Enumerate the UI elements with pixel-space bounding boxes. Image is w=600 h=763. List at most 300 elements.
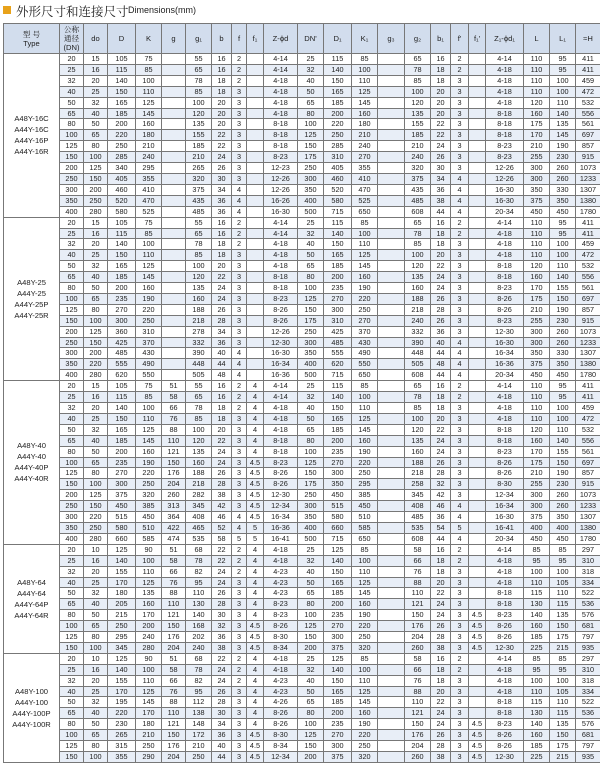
cell-b: 40 bbox=[212, 741, 232, 752]
cell-g3 bbox=[378, 653, 405, 664]
cell-K1: 125 bbox=[352, 686, 378, 697]
cell-g2: 240 bbox=[405, 152, 431, 163]
cell-K1: 100 bbox=[352, 64, 378, 75]
cell-L: 300 bbox=[524, 490, 550, 501]
cell-g2: 65 bbox=[405, 54, 431, 65]
cell-g3 bbox=[378, 446, 405, 457]
cell-L: 140 bbox=[524, 719, 550, 730]
cell-Zd: 4-14 bbox=[264, 392, 298, 403]
cell-D: 580 bbox=[108, 522, 136, 533]
cell-g3 bbox=[378, 130, 405, 141]
cell-g: 364 bbox=[162, 512, 186, 523]
cell-dn: 40 bbox=[60, 686, 84, 697]
cell-K: 190 bbox=[136, 293, 162, 304]
cell-f1p bbox=[469, 141, 486, 152]
cell-L1: 155 bbox=[550, 446, 576, 457]
cell-DNp: 25 bbox=[298, 54, 324, 65]
cell-f1p bbox=[469, 664, 486, 675]
cell-H: 1380 bbox=[576, 195, 600, 206]
cell-Z1d1: 4-18 bbox=[486, 566, 524, 577]
cell-L1: 190 bbox=[550, 468, 576, 479]
cell-g: 204 bbox=[162, 479, 186, 490]
cell-g1: 535 bbox=[186, 533, 212, 544]
cell-Zd: 4-18 bbox=[264, 108, 298, 119]
cell-g1: 100 bbox=[186, 261, 212, 272]
column-header-label: D₁ bbox=[333, 34, 341, 43]
cell-DNp: 40 bbox=[298, 75, 324, 86]
cell-f: 3 bbox=[232, 152, 247, 163]
cell-g1: 375 bbox=[186, 184, 212, 195]
cell-b: 24 bbox=[212, 566, 232, 577]
cell-Zd: 16-30 bbox=[264, 206, 298, 217]
cell-Z1d1: 8-26 bbox=[486, 304, 524, 315]
cell-Z1d1: 8-23 bbox=[486, 610, 524, 621]
cell-Zd: 16-36 bbox=[264, 370, 298, 381]
cell-g2: 120 bbox=[405, 261, 431, 272]
cell-H: 1380 bbox=[576, 522, 600, 533]
cell-do: 32 bbox=[84, 424, 108, 435]
cell-b1: 38 bbox=[431, 195, 451, 206]
cell-dn: 350 bbox=[60, 522, 84, 533]
cell-K: 160 bbox=[136, 119, 162, 130]
cell-Zd: 4-18 bbox=[264, 544, 298, 555]
table-row bbox=[4, 130, 600, 141]
cell-dn: 32 bbox=[60, 566, 84, 577]
cell-g bbox=[162, 261, 186, 272]
cell-b1: 42 bbox=[431, 490, 451, 501]
cell-K1: 250 bbox=[352, 741, 378, 752]
cell-b: 22 bbox=[212, 141, 232, 152]
cell-f1p bbox=[469, 75, 486, 86]
cell-Z1d1: 4-18 bbox=[486, 413, 524, 424]
cell-f1: 4 bbox=[247, 403, 264, 414]
cell-L: 110 bbox=[524, 686, 550, 697]
column-header-label: Type bbox=[23, 39, 39, 48]
cell-L1: 230 bbox=[550, 315, 576, 326]
cell-Z1d1: 4-18 bbox=[486, 686, 524, 697]
cell-H: 857 bbox=[576, 304, 600, 315]
cell-K1: 85 bbox=[352, 54, 378, 65]
cell-f1 bbox=[247, 315, 264, 326]
cell-g3 bbox=[378, 752, 405, 763]
cell-g3 bbox=[378, 64, 405, 75]
cell-g bbox=[162, 217, 186, 228]
model-type-cell bbox=[4, 217, 60, 381]
table-row bbox=[4, 173, 600, 184]
cell-g3 bbox=[378, 348, 405, 359]
cell-g bbox=[162, 86, 186, 97]
cell-L1: 115 bbox=[550, 708, 576, 719]
cell-f: 3 bbox=[232, 730, 247, 741]
cell-D1: 185 bbox=[324, 697, 352, 708]
table-row bbox=[4, 490, 600, 501]
cell-K: 145 bbox=[136, 697, 162, 708]
cell-f1p: 4.5 bbox=[469, 610, 486, 621]
cell-g: 121 bbox=[162, 610, 186, 621]
cell-f1p bbox=[469, 250, 486, 261]
cell-f1p bbox=[469, 54, 486, 65]
column-header-f bbox=[232, 24, 247, 54]
cell-fp: 3 bbox=[451, 752, 469, 763]
cell-b: 26 bbox=[212, 163, 232, 174]
cell-Zd: 4-14 bbox=[264, 54, 298, 65]
cell-fp: 2 bbox=[451, 217, 469, 228]
cell-g3 bbox=[378, 75, 405, 86]
cell-Z1d1: 8-23 bbox=[486, 141, 524, 152]
cell-L1: 260 bbox=[550, 501, 576, 512]
cell-DNp: 100 bbox=[298, 119, 324, 130]
cell-L1: 140 bbox=[550, 435, 576, 446]
cell-fp: 3 bbox=[451, 490, 469, 501]
cell-K1: 145 bbox=[352, 697, 378, 708]
cell-Zd: 4-23 bbox=[264, 686, 298, 697]
cell-D1: 485 bbox=[324, 337, 352, 348]
cell-K1: 125 bbox=[352, 250, 378, 261]
cell-do: 40 bbox=[84, 599, 108, 610]
cell-L1: 140 bbox=[550, 108, 576, 119]
cell-b1: 24 bbox=[431, 283, 451, 294]
cell-D: 220 bbox=[108, 708, 136, 719]
cell-D1: 250 bbox=[324, 130, 352, 141]
cell-DNp: 50 bbox=[298, 577, 324, 588]
cell-g1: 210 bbox=[186, 152, 212, 163]
cell-g bbox=[162, 250, 186, 261]
cell-dn: 65 bbox=[60, 435, 84, 446]
table-row bbox=[4, 359, 600, 370]
cell-K: 145 bbox=[136, 435, 162, 446]
cell-dn: 200 bbox=[60, 163, 84, 174]
cell-b1: 18 bbox=[431, 675, 451, 686]
cell-Z1d1: 8-18 bbox=[486, 708, 524, 719]
table-row bbox=[4, 370, 600, 381]
cell-f1p bbox=[469, 261, 486, 272]
cell-dn: 100 bbox=[60, 730, 84, 741]
cell-g3 bbox=[378, 632, 405, 643]
cell-K1: 220 bbox=[352, 730, 378, 741]
cell-g2: 78 bbox=[405, 64, 431, 75]
cell-f: 2 bbox=[232, 217, 247, 228]
cell-Zd: 16-30 bbox=[264, 348, 298, 359]
cell-Zd: 16-41 bbox=[264, 533, 298, 544]
cell-Z1d1: 8-18 bbox=[486, 424, 524, 435]
cell-dn: 125 bbox=[60, 468, 84, 479]
cell-f1: 4 bbox=[247, 610, 264, 621]
cell-do: 150 bbox=[84, 173, 108, 184]
cell-L1: 350 bbox=[550, 359, 576, 370]
cell-f1 bbox=[247, 97, 264, 108]
cell-D1: 270 bbox=[324, 621, 352, 632]
cell-D1: 200 bbox=[324, 272, 352, 283]
cell-g: 51 bbox=[162, 381, 186, 392]
cell-dn: 20 bbox=[60, 653, 84, 664]
cell-f1p: 4.5 bbox=[469, 642, 486, 653]
cell-b: 18 bbox=[212, 239, 232, 250]
cell-D: 250 bbox=[108, 621, 136, 632]
cell-f: 2 bbox=[232, 381, 247, 392]
cell-g1: 120 bbox=[186, 108, 212, 119]
cell-L1: 260 bbox=[550, 490, 576, 501]
cell-g3 bbox=[378, 337, 405, 348]
cell-f1: 4 bbox=[247, 664, 264, 675]
cell-f1p bbox=[469, 686, 486, 697]
cell-dn: 40 bbox=[60, 413, 84, 424]
cell-K1: 110 bbox=[352, 566, 378, 577]
cell-K1: 410 bbox=[352, 173, 378, 184]
cell-f1p: 4.5 bbox=[469, 730, 486, 741]
cell-D: 105 bbox=[108, 381, 136, 392]
cell-g1: 85 bbox=[186, 86, 212, 97]
cell-D: 375 bbox=[108, 490, 136, 501]
cell-DNp: 40 bbox=[298, 566, 324, 577]
cell-f: 4 bbox=[232, 370, 247, 381]
cell-g: 204 bbox=[162, 752, 186, 763]
cell-DNp: 25 bbox=[298, 544, 324, 555]
cell-K1: 190 bbox=[352, 446, 378, 457]
cell-Zd: 8-18 bbox=[264, 272, 298, 283]
cell-dn: 50 bbox=[60, 261, 84, 272]
cell-K: 250 bbox=[136, 479, 162, 490]
cell-Zd: 12-26 bbox=[264, 184, 298, 195]
cell-dn: 50 bbox=[60, 424, 84, 435]
cell-f1p bbox=[469, 152, 486, 163]
column-header-g3 bbox=[378, 24, 405, 54]
cell-K1: 320 bbox=[352, 642, 378, 653]
cell-b: 38 bbox=[212, 642, 232, 653]
cell-K: 180 bbox=[136, 719, 162, 730]
cell-b1: 46 bbox=[431, 501, 451, 512]
cell-g2: 65 bbox=[405, 381, 431, 392]
cell-Z1d1: 12-30 bbox=[486, 642, 524, 653]
cell-L1: 105 bbox=[550, 686, 576, 697]
cell-do: 125 bbox=[84, 163, 108, 174]
cell-L: 350 bbox=[524, 184, 550, 195]
cell-b: 24 bbox=[212, 152, 232, 163]
cell-g2: 66 bbox=[405, 555, 431, 566]
model-type-label: A48Y-25 bbox=[17, 278, 46, 287]
cell-f1p bbox=[469, 544, 486, 555]
cell-Z1d1: 4-18 bbox=[486, 239, 524, 250]
cell-g1: 408 bbox=[186, 512, 212, 523]
cell-D: 270 bbox=[108, 468, 136, 479]
cell-Zd: 8-23 bbox=[264, 457, 298, 468]
cell-f1p bbox=[469, 435, 486, 446]
cell-Z1d1: 4-18 bbox=[486, 228, 524, 239]
cell-K: 160 bbox=[136, 446, 162, 457]
cell-K1: 145 bbox=[352, 588, 378, 599]
cell-g3 bbox=[378, 610, 405, 621]
table-row bbox=[4, 708, 600, 719]
cell-K: 85 bbox=[136, 64, 162, 75]
cell-f1p bbox=[469, 708, 486, 719]
cell-f: 3 bbox=[232, 435, 247, 446]
cell-g2: 185 bbox=[405, 130, 431, 141]
cell-D: 250 bbox=[108, 141, 136, 152]
cell-fp: 3 bbox=[451, 642, 469, 653]
cell-Zd: 12-26 bbox=[264, 173, 298, 184]
cell-L1: 400 bbox=[550, 522, 576, 533]
cell-Z1d1: 16-30 bbox=[486, 195, 524, 206]
cell-f1p bbox=[469, 195, 486, 206]
cell-f1: 4 bbox=[247, 555, 264, 566]
cell-g2: 121 bbox=[405, 708, 431, 719]
column-header-D bbox=[108, 24, 136, 54]
cell-b: 20 bbox=[212, 424, 232, 435]
cell-g bbox=[162, 97, 186, 108]
cell-g1: 55 bbox=[186, 381, 212, 392]
cell-D: 200 bbox=[108, 446, 136, 457]
cell-b: 26 bbox=[212, 468, 232, 479]
cell-f1 bbox=[247, 217, 264, 228]
cell-D1: 300 bbox=[324, 304, 352, 315]
cell-DNp: 400 bbox=[298, 195, 324, 206]
cell-L1: 105 bbox=[550, 577, 576, 588]
column-header-D1 bbox=[324, 24, 352, 54]
cell-D: 155 bbox=[108, 675, 136, 686]
cell-g bbox=[162, 75, 186, 86]
cell-fp: 3 bbox=[451, 250, 469, 261]
cell-g: 76 bbox=[162, 577, 186, 588]
cell-Zd: 4-18 bbox=[264, 239, 298, 250]
cell-K: 75 bbox=[136, 217, 162, 228]
cell-H: 561 bbox=[576, 283, 600, 294]
column-header-label: K bbox=[146, 34, 151, 43]
cell-K: 370 bbox=[136, 337, 162, 348]
cell-K1: 180 bbox=[352, 119, 378, 130]
cell-DNp: 50 bbox=[298, 686, 324, 697]
cell-L1: 100 bbox=[550, 75, 576, 86]
cell-Zd: 8-18 bbox=[264, 119, 298, 130]
cell-K: 145 bbox=[136, 108, 162, 119]
cell-fp: 2 bbox=[451, 653, 469, 664]
table-row bbox=[4, 315, 600, 326]
cell-b: 36 bbox=[212, 195, 232, 206]
cell-b: 18 bbox=[212, 403, 232, 414]
cell-do: 50 bbox=[84, 719, 108, 730]
cell-f: 2 bbox=[232, 75, 247, 86]
cell-b: 22 bbox=[212, 544, 232, 555]
cell-b: 16 bbox=[212, 54, 232, 65]
cell-K: 110 bbox=[136, 413, 162, 424]
cell-b1: 24 bbox=[431, 610, 451, 621]
cell-g bbox=[162, 195, 186, 206]
cell-f1p bbox=[469, 359, 486, 370]
cell-b1: 18 bbox=[431, 566, 451, 577]
cell-D1: 715 bbox=[324, 206, 352, 217]
cell-g1: 78 bbox=[186, 664, 212, 675]
cell-f: 3 bbox=[232, 446, 247, 457]
cell-Z1d1: 16-34 bbox=[486, 348, 524, 359]
cell-g1: 100 bbox=[186, 97, 212, 108]
cell-D: 140 bbox=[108, 664, 136, 675]
cell-L1: 115 bbox=[550, 599, 576, 610]
cell-K1: 110 bbox=[352, 239, 378, 250]
cell-do: 100 bbox=[84, 752, 108, 763]
cell-f1: 4 bbox=[247, 588, 264, 599]
cell-f: 3 bbox=[232, 719, 247, 730]
cell-g1: 82 bbox=[186, 566, 212, 577]
cell-f: 3 bbox=[232, 141, 247, 152]
cell-Zd: 12-23 bbox=[264, 163, 298, 174]
table-row bbox=[4, 54, 600, 65]
cell-g2: 345 bbox=[405, 490, 431, 501]
cell-D: 140 bbox=[108, 75, 136, 86]
cell-f1p bbox=[469, 566, 486, 577]
cell-f: 3 bbox=[232, 686, 247, 697]
cell-f1p bbox=[469, 370, 486, 381]
cell-Zd: 4-18 bbox=[264, 653, 298, 664]
cell-f: 3 bbox=[232, 250, 247, 261]
cell-g3 bbox=[378, 315, 405, 326]
cell-D1: 235 bbox=[324, 719, 352, 730]
cell-g1: 210 bbox=[186, 741, 212, 752]
cell-f1p bbox=[469, 675, 486, 686]
cell-g2: 76 bbox=[405, 566, 431, 577]
cell-D1: 310 bbox=[324, 315, 352, 326]
cell-do: 20 bbox=[84, 403, 108, 414]
cell-Z1d1: 4-18 bbox=[486, 86, 524, 97]
cell-b: 24 bbox=[212, 577, 232, 588]
cell-b1: 28 bbox=[431, 304, 451, 315]
cell-b1: 18 bbox=[431, 239, 451, 250]
cell-K: 90 bbox=[136, 653, 162, 664]
cell-dn: 200 bbox=[60, 326, 84, 337]
cell-K1: 190 bbox=[352, 283, 378, 294]
cell-f: 3 bbox=[232, 315, 247, 326]
cell-L: 100 bbox=[524, 566, 550, 577]
cell-H: 472 bbox=[576, 250, 600, 261]
cell-D: 115 bbox=[108, 64, 136, 75]
cell-L1: 95 bbox=[550, 54, 576, 65]
cell-L: 85 bbox=[524, 653, 550, 664]
cell-f: 3 bbox=[232, 741, 247, 752]
cell-g3 bbox=[378, 272, 405, 283]
cell-dn: 125 bbox=[60, 141, 84, 152]
cell-g: 313 bbox=[162, 501, 186, 512]
column-header-label: L₁ bbox=[559, 34, 566, 43]
cell-f: 3 bbox=[232, 708, 247, 719]
cell-D: 450 bbox=[108, 501, 136, 512]
cell-g: 76 bbox=[162, 413, 186, 424]
cell-Zd: 4-23 bbox=[264, 675, 298, 686]
column-header-g bbox=[162, 24, 186, 54]
cell-H: 697 bbox=[576, 130, 600, 141]
cell-b1: 38 bbox=[431, 642, 451, 653]
column-header-label: ≈H bbox=[583, 34, 593, 43]
cell-g3 bbox=[378, 555, 405, 566]
cell-D: 140 bbox=[108, 239, 136, 250]
cell-DNp: 150 bbox=[298, 304, 324, 315]
cell-fp: 4 bbox=[451, 512, 469, 523]
cell-K1: 190 bbox=[352, 719, 378, 730]
cell-fp: 3 bbox=[451, 119, 469, 130]
cell-do: 80 bbox=[84, 741, 108, 752]
cell-Zd: 12-30 bbox=[264, 337, 298, 348]
table-row bbox=[4, 479, 600, 490]
cell-K: 355 bbox=[136, 173, 162, 184]
cell-g3 bbox=[378, 152, 405, 163]
cell-f: 3 bbox=[232, 468, 247, 479]
cell-f: 3 bbox=[232, 642, 247, 653]
column-header-label: 型 号 bbox=[23, 30, 40, 39]
cell-DNp: 65 bbox=[298, 261, 324, 272]
cell-f1: 4 bbox=[247, 435, 264, 446]
cell-fp: 3 bbox=[451, 577, 469, 588]
cell-K1: 430 bbox=[352, 337, 378, 348]
cell-f1p: 4.5 bbox=[469, 621, 486, 632]
cell-f: 3 bbox=[232, 326, 247, 337]
cell-L1: 100 bbox=[550, 403, 576, 414]
cell-DNp: 150 bbox=[298, 141, 324, 152]
